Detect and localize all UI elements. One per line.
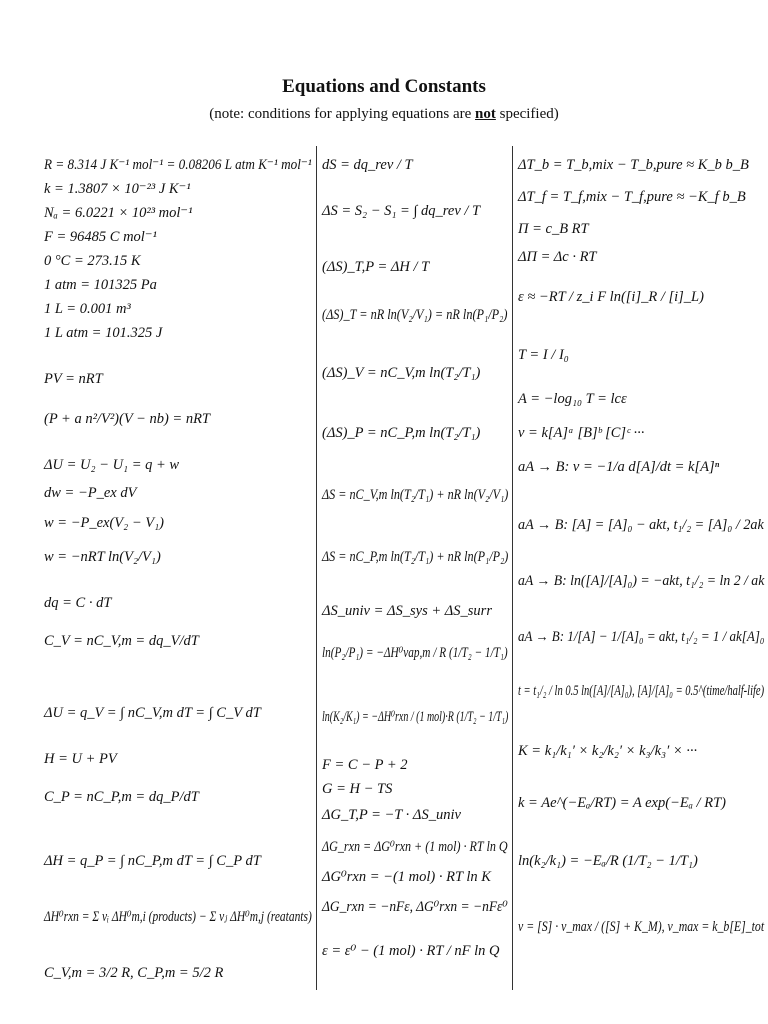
equation-line: aA → B: ln([A]/[A]₀) = −akt, t₁/₂ = ln 2 / ak: [518, 573, 765, 589]
note-emphasis: not: [475, 106, 496, 122]
equation-line: ΔU = U₂ − U₁ = q + w: [44, 457, 180, 473]
equation-line: ln(P₂/P₁) = −ΔH⁰vap,m / R (1/T₂ − 1/T₁): [322, 645, 508, 661]
equation-line: ΔS = nC_P,m ln(T₂/T₁) + nR ln(P₁/P₂): [322, 549, 509, 565]
equation-line: ε ≈ −RT / z_i F ln([i]_R / [i]_L): [518, 289, 704, 305]
equation-line: t = t₁/₂ / ln 0.5 ln([A]/[A]₀), [A]/[A]₀ = 0.5^(time/half-life): [518, 683, 765, 699]
equation-line: (ΔS)_T,P = ΔH / T: [322, 259, 430, 275]
equation-line: ν = [S] · ν_max / ([S] + K_M), ν_max = k_b[E]_tot: [518, 919, 765, 935]
equation-line: 1 L = 0.001 m³: [44, 301, 131, 317]
column-divider: [316, 146, 317, 990]
equation-line: H = U + PV: [44, 751, 117, 767]
equation-line: ΔT_b = T_b,mix − T_b,pure ≈ K_b b_B: [518, 157, 749, 173]
equation-line: ΔU = q_V = ∫ nC_V,m dT = ∫ C_V dT: [44, 705, 261, 721]
equation-line: w = −P_ex(V₂ − V₁): [44, 515, 164, 531]
equation-line: 0 °C = 273.15 K: [44, 253, 141, 269]
equation-line: ΔT_f = T_f,mix − T_f,pure ≈ −K_f b_B: [518, 189, 746, 205]
equation-line: T = I / I₀: [518, 347, 569, 363]
equation-line: ε = ε⁰ − (1 mol) · RT / nF ln Q: [322, 943, 500, 959]
note-suffix: specified): [495, 106, 559, 122]
equation-line: G = H − TS: [322, 781, 393, 797]
equation-line: k = 1.3807 × 10⁻²³ J K⁻¹: [44, 181, 191, 197]
page-subtitle: [0, 106, 768, 123]
equation-line: w = −nRT ln(V₂/V₁): [44, 549, 161, 565]
equation-line: dq = C · dT: [44, 595, 112, 611]
equation-line: ΔH⁰rxn = Σ νᵢ ΔH⁰m,i (products) − Σ νⱼ ΔH⁰m,j (reatants): [44, 909, 312, 925]
equation-line: aA → B: [A] = [A]₀ − akt, t₁/₂ = [A]₀ / 2ak: [518, 517, 764, 533]
equation-line: aA → B: ν = −1/a d[A]/dt = k[A]ⁿ: [518, 459, 720, 475]
equation-line: C_V,m = 3/2 R, C_P,m = 5/2 R: [44, 965, 224, 981]
equation-line: (ΔS)_P = nC_P,m ln(T₂/T₁): [322, 425, 481, 441]
equation-line: C_P = nC_P,m = dq_P/dT: [44, 789, 199, 805]
equation-line: dw = −P_ex dV: [44, 485, 137, 501]
equation-line: F = C − P + 2: [322, 757, 408, 773]
equation-line: ΔΠ = Δc · RT: [518, 249, 597, 265]
equation-line: 1 L atm = 101.325 J: [44, 325, 163, 341]
equation-line: k = Ae^(−Eₐ/RT) = A exp(−Eₐ / RT): [518, 795, 726, 811]
equation-line: A = −log₁₀ T = lcε: [518, 391, 627, 407]
equation-line: ΔS = S₂ − S₁ = ∫ dq_rev / T: [322, 203, 481, 219]
equation-line: (P + a n²/V²)(V − nb) = nRT: [44, 411, 210, 427]
equation-line: ln(K₂/K₁) = −ΔH⁰rxn / (1 mol)·R (1/T₂ − 1/T₁): [322, 709, 509, 725]
equation-line: PV = nRT: [44, 371, 103, 387]
equation-line: ΔG_T,P = −T · ΔS_univ: [322, 807, 461, 823]
page-title: Equations and Constants: [282, 76, 486, 97]
equation-line: Π = c_B RT: [518, 221, 589, 237]
equation-line: 1 atm = 101325 Pa: [44, 277, 157, 293]
equation-line: F = 96485 C mol⁻¹: [44, 229, 157, 245]
equation-line: Nₐ = 6.0221 × 10²³ mol⁻¹: [44, 205, 193, 221]
note-prefix: (note: conditions for applying equations are: [209, 106, 476, 122]
column-divider: [512, 146, 513, 990]
equation-line: dS = dq_rev / T: [322, 157, 413, 173]
equation-line: ν = k[A]ᵃ [B]ᵇ [C]ᶜ ···: [518, 425, 645, 441]
equation-line: ΔG_rxn = −nFε, ΔG⁰rxn = −nFε⁰: [322, 899, 508, 915]
equation-line: (ΔS)_T = nR ln(V₂/V₁) = nR ln(P₁/P₂): [322, 307, 508, 323]
equation-line: K = k₁/k₁′ × k₂/k₂′ × k₃/k₃′ × ···: [518, 743, 698, 759]
equation-line: (ΔS)_V = nC_V,m ln(T₂/T₁): [322, 365, 481, 381]
equation-line: ΔG⁰rxn = −(1 mol) · RT ln K: [322, 869, 491, 885]
equation-line: C_V = nC_V,m = dq_V/dT: [44, 633, 199, 649]
equation-line: aA → B: 1/[A] − 1/[A]₀ = akt, t₁/₂ = 1 / ak[A]₀: [518, 629, 765, 645]
equation-line: R = 8.314 J K⁻¹ mol⁻¹ = 0.08206 L atm K⁻¹ mol⁻¹: [44, 157, 312, 173]
equation-line: ΔS_univ = ΔS_sys + ΔS_surr: [322, 603, 492, 619]
equation-line: ΔS = nC_V,m ln(T₂/T₁) + nR ln(V₂/V₁): [322, 487, 509, 503]
equation-line: ln(k₂/k₁) = −Eₐ/R (1/T₂ − 1/T₁): [518, 853, 698, 869]
equation-line: ΔG_rxn = ΔG⁰rxn + (1 mol) · RT ln Q: [322, 839, 508, 855]
equation-line: ΔH = q_P = ∫ nC_P,m dT = ∫ C_P dT: [44, 853, 261, 869]
